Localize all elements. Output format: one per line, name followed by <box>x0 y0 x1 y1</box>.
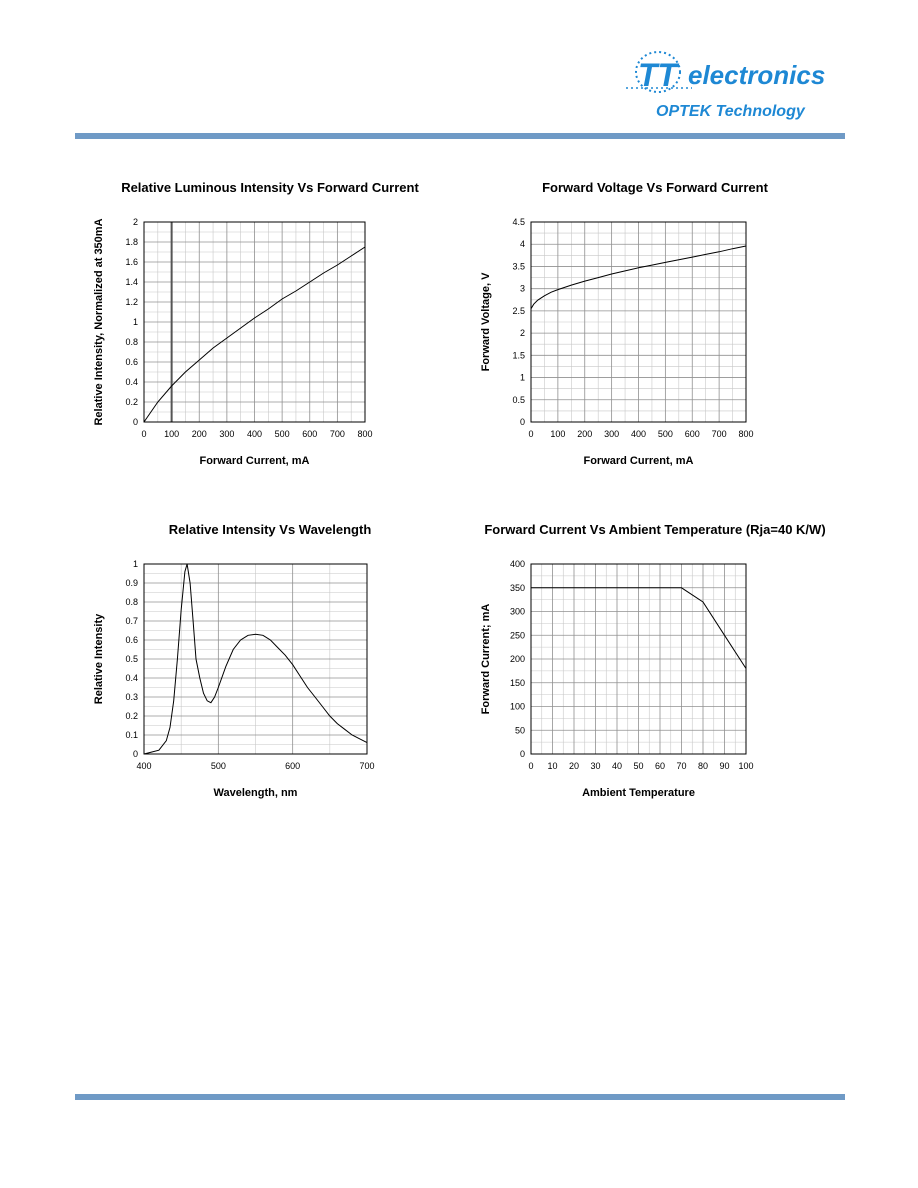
y-axis-label: Relative Intensity <box>93 613 105 705</box>
logo-brand: electronics <box>688 60 826 90</box>
y-tick-label: 2 <box>132 217 138 227</box>
y-tick-label: 4.5 <box>512 217 525 227</box>
x-tick-label: 200 <box>191 429 207 439</box>
y-tick-label: 3 <box>519 283 525 294</box>
header-rule <box>75 133 845 139</box>
y-tick-label: 1.5 <box>512 350 525 361</box>
x-tick-label: 400 <box>246 429 263 439</box>
chart-luminous-intensity-vs-current <box>70 180 470 480</box>
y-tick-label: 0.7 <box>125 616 138 626</box>
y-axis-label: Forward Voltage, V <box>480 272 492 372</box>
y-tick-label: 0.5 <box>125 654 138 664</box>
tt-electronics-logo <box>622 44 846 128</box>
chart-plot <box>70 522 470 822</box>
x-tick-label: 800 <box>738 429 754 439</box>
y-tick-label: 0.4 <box>125 377 138 387</box>
x-tick-label: 90 <box>719 761 730 771</box>
x-tick-label: 100 <box>550 429 566 439</box>
x-tick-label: 700 <box>711 429 727 439</box>
x-axis-label: Wavelength, nm <box>213 787 298 799</box>
x-tick-label: 100 <box>164 429 180 439</box>
y-tick-label: 0.2 <box>125 711 138 721</box>
x-tick-label: 300 <box>219 429 235 439</box>
chart-plot <box>455 522 855 822</box>
x-tick-label: 600 <box>302 429 318 439</box>
x-tick-label: 200 <box>577 429 593 439</box>
footer-rule <box>75 1094 845 1100</box>
x-tick-label: 80 <box>697 761 709 771</box>
y-tick-label: 0.4 <box>125 673 138 683</box>
chart-current-vs-ambient-temperature <box>455 522 855 822</box>
y-tick-label: 50 <box>514 725 525 736</box>
x-tick-label: 500 <box>274 429 290 439</box>
logo-monogram: TT <box>638 57 678 93</box>
y-tick-label: 2.5 <box>512 305 525 316</box>
x-tick-label: 100 <box>738 761 754 771</box>
chart-title: Forward Current Vs Ambient Temperature (Rja=40 K/W) <box>484 522 826 537</box>
y-axis-label: Forward Current; mA <box>480 603 492 715</box>
x-axis-label: Ambient Temperature <box>582 787 695 799</box>
x-tick-label: 700 <box>329 429 345 439</box>
logo-subtitle: OPTEK Technology <box>656 103 805 120</box>
x-tick-label: 0 <box>528 761 534 771</box>
x-axis-label: Forward Current, mA <box>583 455 694 467</box>
gridlines <box>144 222 365 422</box>
y-tick-label: 0 <box>519 749 525 759</box>
x-tick-label: 30 <box>590 761 601 771</box>
x-tick-label: 10 <box>547 761 558 771</box>
y-tick-label: 1.2 <box>125 297 138 307</box>
y-tick-label: 1.8 <box>125 237 138 247</box>
x-tick-label: 600 <box>684 429 700 439</box>
chart-intensity-vs-wavelength <box>70 522 470 822</box>
y-tick-label: 400 <box>509 559 525 569</box>
x-tick-label: 600 <box>285 761 301 771</box>
y-tick-label: 0.1 <box>125 730 138 740</box>
x-tick-label: 400 <box>136 761 152 771</box>
y-tick-label: 0 <box>132 417 138 427</box>
x-tick-label: 700 <box>359 761 375 771</box>
y-tick-label: 0.6 <box>125 635 138 645</box>
x-tick-label: 500 <box>657 429 673 439</box>
y-tick-label: 0.8 <box>125 337 138 347</box>
y-tick-label: 1 <box>132 317 138 327</box>
chart-title: Relative Luminous Intensity Vs Forward Current <box>121 180 419 195</box>
y-tick-label: 1.4 <box>125 277 138 287</box>
x-tick-label: 0 <box>141 429 147 439</box>
x-tick-label: 70 <box>676 761 687 771</box>
y-tick-label: 1 <box>132 559 138 569</box>
y-tick-label: 0.2 <box>125 397 138 407</box>
y-tick-label: 0.3 <box>125 692 138 702</box>
x-tick-label: 0 <box>528 429 534 439</box>
y-tick-label: 350 <box>509 582 525 593</box>
x-tick-label: 40 <box>611 761 623 771</box>
y-tick-label: 0.5 <box>512 394 525 405</box>
y-tick-label: 0.8 <box>125 597 138 607</box>
y-tick-label: 0.6 <box>125 357 138 367</box>
y-tick-label: 200 <box>509 654 525 664</box>
y-tick-label: 0.9 <box>125 578 138 588</box>
x-tick-label: 800 <box>357 429 373 439</box>
y-tick-label: 3.5 <box>512 261 525 272</box>
y-tick-label: 100 <box>509 701 525 712</box>
y-tick-label: 0 <box>519 417 525 427</box>
y-tick-label: 1 <box>519 372 525 383</box>
y-tick-label: 150 <box>509 677 525 688</box>
x-axis-label: Forward Current, mA <box>199 455 310 467</box>
x-tick-label: 50 <box>633 761 644 771</box>
x-tick-label: 60 <box>654 761 666 771</box>
x-tick-label: 400 <box>630 429 647 439</box>
chart-forward-voltage-vs-current <box>455 180 855 480</box>
y-tick-label: 2 <box>519 328 525 339</box>
gridlines <box>531 564 746 754</box>
y-tick-label: 4 <box>519 239 525 250</box>
chart-title: Forward Voltage Vs Forward Current <box>542 180 768 195</box>
x-tick-label: 20 <box>568 761 580 771</box>
y-tick-label: 0 <box>132 749 138 759</box>
chart-plot <box>455 180 855 480</box>
x-tick-label: 500 <box>210 761 226 771</box>
y-tick-label: 300 <box>509 606 525 617</box>
chart-plot <box>70 180 470 480</box>
x-tick-label: 300 <box>604 429 620 439</box>
y-tick-label: 250 <box>509 630 525 641</box>
y-axis-label: Relative Intensity, Normalized at 350mA <box>93 218 105 426</box>
chart-title: Relative Intensity Vs Wavelength <box>168 522 372 537</box>
y-tick-label: 1.6 <box>125 257 138 267</box>
